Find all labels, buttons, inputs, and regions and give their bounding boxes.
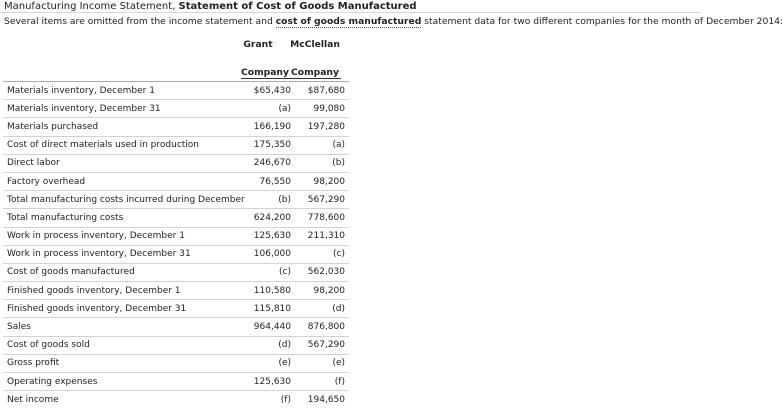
row-label: Factory overhead [3,172,245,190]
mcclellan-value: 98,200 [291,172,349,190]
grant-value: 964,440 [245,318,291,336]
column-subheader-company-mcclellan: Company [291,67,339,78]
table-row [3,100,349,118]
cogm-link[interactable]: cost of goods manufactured [275,16,422,27]
column-header-grant: Grant [243,39,273,50]
mcclellan-value: 876,800 [291,318,349,336]
table-row [3,191,349,209]
row-label: Total manufacturing costs [3,209,245,227]
row-label: Net income [3,391,245,409]
grant-value: 166,190 [245,118,291,136]
mcclellan-value: 211,310 [291,227,349,245]
row-label: Cost of direct materials used in production [3,136,245,154]
grant-value: 125,630 [245,373,291,391]
table-row [3,118,349,136]
title-prefix: Manufacturing Income Statement, [4,1,179,12]
grant-value: 110,580 [245,282,291,300]
page-title [4,1,417,12]
table-row [3,245,349,263]
row-label: Direct labor [3,154,245,172]
table-row [3,318,349,336]
intro-text [4,16,783,27]
table-row [3,172,349,190]
grant-value: 125,630 [245,227,291,245]
table-row [3,263,349,281]
grant-value: 76,550 [245,172,291,190]
table-row [3,354,349,372]
cut-off-text [4,410,7,420]
mcclellan-value: 778,600 [291,209,349,227]
row-label: Materials inventory, December 1 [3,82,245,100]
intro-part-a: Several items are omitted from the income statement and [4,16,276,27]
grant-value: 624,200 [245,209,291,227]
mcclellan-value: (b) [291,154,349,172]
grant-value: 175,350 [245,136,291,154]
row-label: Cost of goods manufactured [3,263,245,281]
intro-part-c: statement data for two different companies for the month of December 2014: [421,16,783,27]
grant-value: 115,810 [245,300,291,318]
table-row [3,227,349,245]
row-label: Finished goods inventory, December 31 [3,300,245,318]
statement-link[interactable]: Statement of Cost of Goods Manufactured [178,1,417,12]
table-row [3,336,349,354]
mcclellan-value: 99,080 [291,100,349,118]
mcclellan-value: 562,030 [291,263,349,281]
grant-value: (b) [245,191,291,209]
table-row [3,82,349,100]
grant-value: (a) [245,100,291,118]
table-row [3,282,349,300]
table-row [3,136,349,154]
header-underline [241,78,341,79]
row-label: Materials inventory, December 31 [3,100,245,118]
grant-value: $65,430 [245,82,291,100]
row-label: Operating expenses [3,373,245,391]
row-label: Finished goods inventory, December 1 [3,282,245,300]
row-label: Sales [3,318,245,336]
mcclellan-value: 567,290 [291,191,349,209]
column-header-mcclellan: McClellan [290,39,340,50]
mcclellan-value: 197,280 [291,118,349,136]
table-row [3,391,349,409]
table-row [3,373,349,391]
grant-value: 106,000 [245,245,291,263]
divider [0,12,700,13]
mcclellan-value: 194,650 [291,391,349,409]
grant-value: (c) [245,263,291,281]
grant-value: (f) [245,391,291,409]
mcclellan-value: $87,680 [291,82,349,100]
mcclellan-value: (f) [291,373,349,391]
statement-table [3,81,349,408]
mcclellan-value: (c) [291,245,349,263]
table-row [3,209,349,227]
row-label: Cost of goods sold [3,336,245,354]
column-subheader-company-grant: Company [241,67,289,78]
mcclellan-value: (a) [291,136,349,154]
mcclellan-value: 98,200 [291,282,349,300]
row-label: Gross profit [3,354,245,372]
grant-value: (e) [245,354,291,372]
table-row [3,154,349,172]
row-label: Work in process inventory, December 1 [3,227,245,245]
grant-value: 246,670 [245,154,291,172]
row-label: Work in process inventory, December 31 [3,245,245,263]
row-label: Total manufacturing costs incurred during December [3,191,245,209]
mcclellan-value: (e) [291,354,349,372]
row-label: Materials purchased [3,118,245,136]
table-row [3,300,349,318]
mcclellan-value: (d) [291,300,349,318]
grant-value: (d) [245,336,291,354]
mcclellan-value: 567,290 [291,336,349,354]
